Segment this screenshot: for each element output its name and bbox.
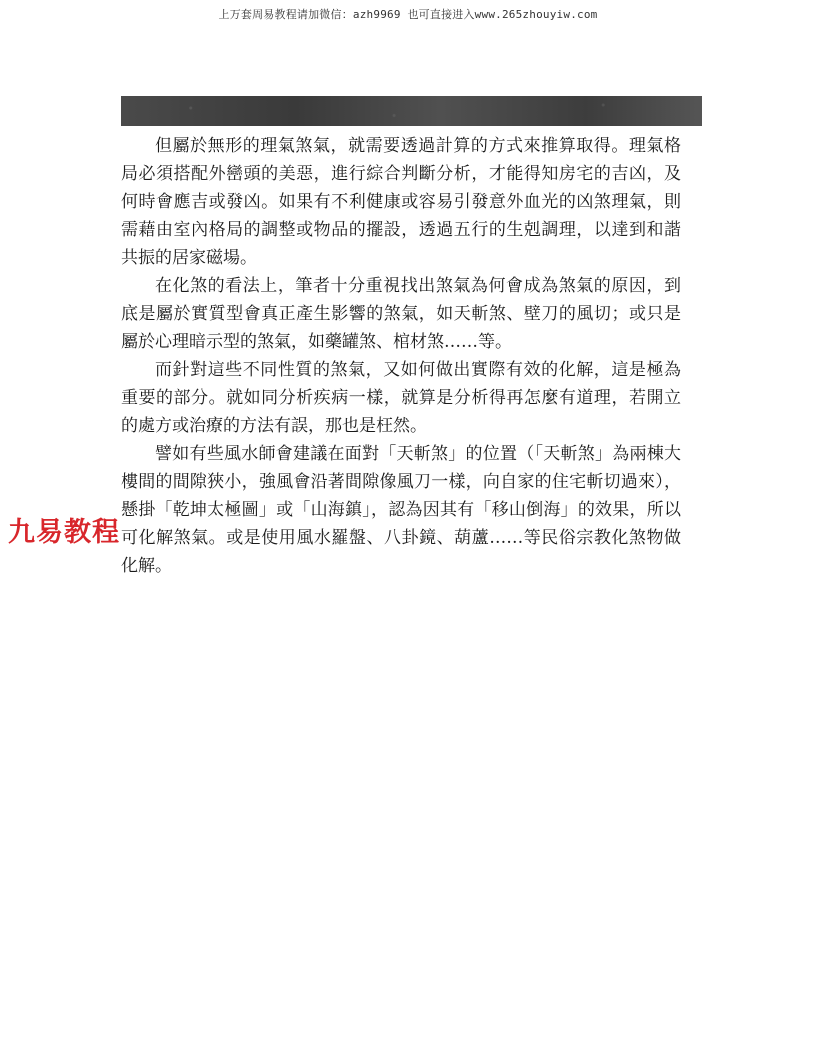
paragraph-3: 而針對這些不同性質的煞氣，又如何做出實際有效的化解，這是極為重要的部分。就如同分析疾病一樣，就算是分析得再怎麼有道理，若開立的處方或治療的方法有誤，那也是枉然。 — [121, 360, 681, 436]
watermark-logo: 九易教程 — [8, 517, 120, 548]
paragraph-1: 但屬於無形的理氣煞氣，就需要透過計算的方式來推算取得。理氣格局必須搭配外巒頭的美惡，進行綜合判斷分析，才能得知房宅的吉凶，及何時會應吉或發凶。如果有不利健康或容易引發意外血光的凶煞理氣，則需藉由室內格局的調整或物品的擺設，透過五行的生剋調理，以達到和諧共振的居家磁場。 — [121, 136, 681, 268]
page-header-note: 上万套周易教程请加微信：azh9969 也可直接进入www.265zhouyiw.com — [218, 8, 598, 21]
article-body — [121, 132, 681, 580]
header-image-band — [121, 96, 702, 126]
paragraph-2: 在化煞的看法上，筆者十分重視找出煞氣為何會成為煞氣的原因，到底是屬於實質型會真正產生影響的煞氣，如天斬煞、壁刀的風切；或只是屬於心理暗示型的煞氣，如藥罐煞、棺材煞……等。 — [121, 276, 681, 352]
paragraph-4: 譬如有些風水師會建議在面對「天斬煞」的位置（「天斬煞」為兩棟大樓間的間隙狹小，強風會沿著間隙像風刀一樣，向自家的住宅斬切過來），懸掛「乾坤太極圖」或「山海鎮」，認為因其有「移山倒海」的效果，所以可化解煞氣。或是使用風水羅盤、八卦鏡、葫蘆……等民俗宗教化煞物做化解。 — [121, 444, 681, 576]
